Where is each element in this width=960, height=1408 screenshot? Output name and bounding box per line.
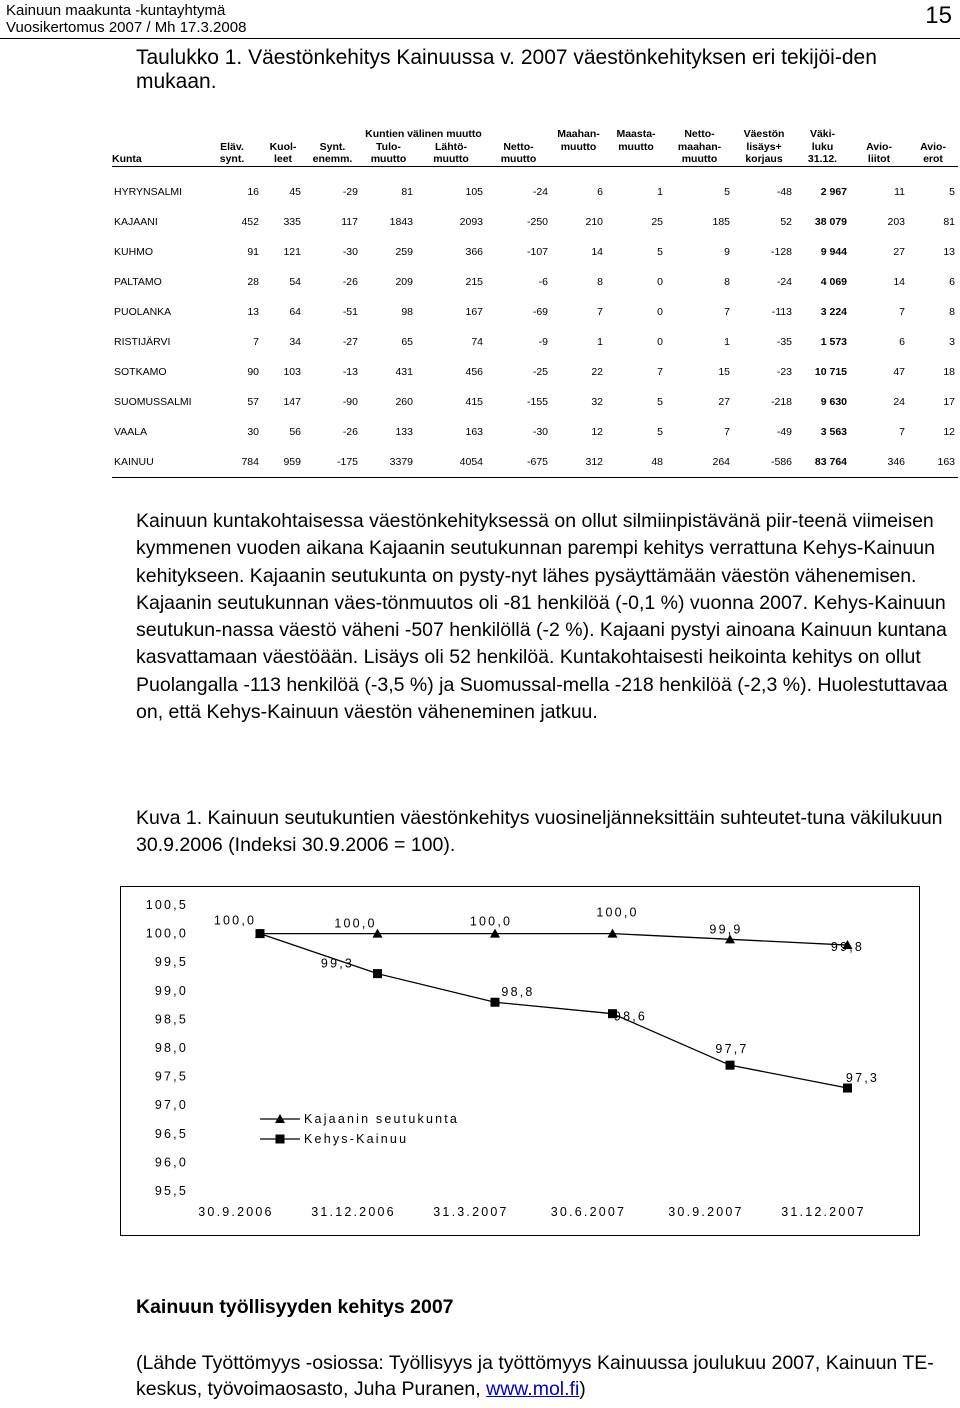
section-title: Kainuun työllisyyden kehitys 2007 <box>136 1296 454 1318</box>
source-note <box>136 1350 948 1402</box>
table-cell: 185 <box>712 215 731 228</box>
table-cell: 0 <box>657 275 664 288</box>
table-cell: 12 <box>591 425 604 438</box>
data-point-square <box>726 1061 735 1070</box>
table-cell: 7 <box>657 365 664 378</box>
table-cell: 6 <box>899 335 906 348</box>
table-cell: 91 <box>247 245 259 258</box>
y-tick-label: 97,5 <box>154 1069 188 1084</box>
table-cell: 3 224 <box>820 305 848 318</box>
data-label: 100,0 <box>334 916 377 931</box>
col-head: Avio- <box>866 140 892 153</box>
table-cell: 22 <box>591 365 604 378</box>
table-cell: 209 <box>395 275 413 288</box>
table-cell: -128 <box>771 245 793 258</box>
table-cell: 8 <box>597 275 604 288</box>
table-cell: 54 <box>289 275 301 288</box>
table-cell: 7 <box>899 425 906 438</box>
table-row <box>112 357 958 387</box>
table-cell: 24 <box>893 395 906 408</box>
table-cell: 3 563 <box>820 425 848 438</box>
col-head: luku <box>811 140 834 153</box>
table-cell: 16 <box>247 185 259 198</box>
data-label: 100,0 <box>213 913 257 928</box>
table-cell: 9 <box>724 245 731 258</box>
table-cell: -90 <box>342 395 358 408</box>
data-label: 100,0 <box>469 914 513 929</box>
col-head: muutto <box>416 153 486 166</box>
x-tick-label: 31.3.2007 <box>433 1205 509 1219</box>
table-cell: 52 <box>780 215 793 228</box>
data-label: 97,7 <box>715 1042 749 1057</box>
y-tick-label: 99,0 <box>154 983 188 998</box>
table-cell: 38 079 <box>814 215 848 228</box>
group-header: Kuntien välinen muutto <box>365 128 482 140</box>
table-cell: 74 <box>471 335 484 348</box>
table-cell: -24 <box>776 275 793 288</box>
municipality-name: VAALA <box>114 425 148 438</box>
table-row <box>112 327 958 357</box>
table-cell: -23 <box>776 365 793 378</box>
table-row <box>112 447 958 478</box>
table-row <box>112 417 958 447</box>
table-cell: 90 <box>247 365 259 378</box>
x-tick-label: 30.9.2006 <box>198 1205 274 1219</box>
table-cell: -49 <box>776 425 793 438</box>
table-cell: 7 <box>597 305 604 318</box>
col-head: muutto <box>666 153 733 166</box>
source-end: ) <box>579 1378 586 1400</box>
table-cell: 9 944 <box>820 245 848 258</box>
population-table <box>112 128 958 478</box>
table-cell: 12 <box>943 425 956 438</box>
municipality-name: SUOMUSSALMI <box>114 395 192 408</box>
data-label: 97,3 <box>845 1071 880 1086</box>
col-head: maahan- <box>677 140 722 153</box>
col-head: muutto <box>361 153 416 166</box>
col-head: Väestön <box>743 128 785 140</box>
table-cell: 56 <box>289 425 301 438</box>
table-cell: 98 <box>401 305 413 318</box>
header-report-title: Vuosikertomus 2007 / Mh 17.3.2008 <box>6 19 247 36</box>
table-cell: 1843 <box>389 215 413 228</box>
table-cell: -30 <box>532 425 549 438</box>
table-row <box>112 177 958 207</box>
table-cell: 15 <box>718 365 731 378</box>
table-cell: 25 <box>651 215 664 228</box>
table-cell: 6 <box>949 275 956 288</box>
municipality-name: KAINUU <box>112 447 202 478</box>
table-cell: -51 <box>342 305 358 318</box>
municipality-name: RISTIJÄRVI <box>114 335 171 348</box>
table-cell: 103 <box>283 365 301 378</box>
table-cell: 264 <box>666 447 733 478</box>
table-row <box>112 237 958 267</box>
table-cell: 45 <box>289 185 301 198</box>
data-label: 99,8 <box>830 940 865 955</box>
municipality-name: KAJAANI <box>114 215 158 228</box>
table-cell: 335 <box>283 215 301 228</box>
table-cell: 11 <box>894 185 906 198</box>
col-head: leet <box>262 153 304 166</box>
table-cell: -29 <box>342 185 358 198</box>
header-organization: Kainuun maakunta -kuntayhtymä <box>6 2 226 19</box>
table-head-row <box>112 128 958 141</box>
table-cell: -6 <box>538 275 549 288</box>
table-cell: 27 <box>893 245 906 258</box>
table-cell: 452 <box>241 215 259 228</box>
table-cell: 5 <box>949 185 956 198</box>
table-cell: -26 <box>342 425 358 438</box>
col-head-kunta: Kunta <box>112 153 202 166</box>
table-cell: 346 <box>850 447 908 478</box>
table-cell: -24 <box>532 185 549 198</box>
col-head: 31.12. <box>795 153 850 166</box>
chart-border <box>121 887 920 1236</box>
source-link[interactable]: www.mol.fi <box>486 1378 580 1400</box>
body-paragraph: Kainuun kuntakohtaisessa väestönkehityksessä on ollut silmiinpistävänä piir-teenä viimeisen kymmenen vuoden aikana Kajaanin seutukunnan parempi kehitys verrattuna Kehys-Kainuun kehitykseen. Kajaanin seutukunta on pysty-nyt lähes pysäyttämään väestön vähenemisen. Kajaanin seutukunnan väes-tönmuutos oli -81 henkilöä (-0,1 %) vuonna 2007. Kehys-Kainuun seutukun-nassa väestö väheni -507 henkilöllä (-2 %). Kajaani pystyi ainoana Kainuun kuntana kasvattamaan väestöään. Lisäys oli 52 henkilöä. Kuntakohtaisesti heikointa kehitys on ollut Puolangalla -113 henkilöä (-3,5 %) ja Suomussal-mella -218 henkilöä (-2,3 %). Huolestuttavaa on, että Kehys-Kainuun väestön väheneminen jatkuu. <box>136 510 948 724</box>
table-cell: 312 <box>551 447 606 478</box>
table-cell: 30 <box>247 425 259 438</box>
page-number: 15 <box>925 2 952 29</box>
table-cell: 5 <box>724 185 731 198</box>
col-head: Avio- <box>920 140 946 153</box>
table-cell: -9 <box>538 335 549 348</box>
table-cell: -35 <box>776 335 793 348</box>
table-cell: 203 <box>887 215 906 228</box>
table-cell: 117 <box>341 215 358 228</box>
table-cell: -30 <box>342 245 358 258</box>
table-cell: 0 <box>657 335 664 348</box>
table-cell: 259 <box>395 245 413 258</box>
population-index-chart <box>120 886 920 1236</box>
table-cell: 7 <box>724 425 731 438</box>
data-label: 100,0 <box>596 905 639 920</box>
table-cell: 366 <box>465 245 484 258</box>
table-cell: 14 <box>893 275 906 288</box>
table-cell: 959 <box>262 447 304 478</box>
table-cell: 210 <box>585 215 604 228</box>
table-cell: 0 <box>657 305 664 318</box>
data-label: 99,3 <box>320 956 355 971</box>
table-cell: 7 <box>724 305 731 318</box>
table-cell: 14 <box>591 245 604 258</box>
table-cell: 260 <box>395 395 413 408</box>
y-tick-label: 100,0 <box>145 926 188 941</box>
table-cell: -250 <box>527 215 549 228</box>
table-cell: 4054 <box>416 447 486 478</box>
municipality-name: KUHMO <box>114 245 154 258</box>
y-tick-label: 100,5 <box>145 898 188 912</box>
table-cell: 3379 <box>361 447 416 478</box>
table-cell: 3 <box>949 335 956 348</box>
table-row <box>112 387 958 417</box>
col-head: Tulo- <box>376 140 401 153</box>
table-cell: -155 <box>527 395 549 408</box>
table-cell: 1 573 <box>820 335 848 348</box>
table-cell: 784 <box>202 447 262 478</box>
y-tick-label: 96,0 <box>154 1155 188 1170</box>
data-point-square <box>256 929 265 938</box>
table-cell: 28 <box>247 275 259 288</box>
table-cell: 81 <box>943 215 956 228</box>
col-head: Väki- <box>809 128 836 140</box>
y-tick-label: 95,5 <box>154 1184 188 1198</box>
table-cell: 8 <box>949 305 956 318</box>
table-cell: 2093 <box>459 215 484 228</box>
table-cell: 2 967 <box>820 185 848 198</box>
table-cell: 105 <box>465 185 484 198</box>
col-head: Netto- <box>684 128 715 140</box>
x-tick-label: 31.12.2006 <box>311 1205 396 1219</box>
source-text: (Lähde Työttömyys -osiossa: Työllisyys ja työttömyys Kainuussa joulukuu 2007, Kainuun TE-keskus, työvoimaosasto, Juha Puranen, <box>136 1352 934 1400</box>
col-head: Netto- <box>503 140 534 153</box>
col-head: enemm. <box>304 153 361 166</box>
municipality-name: SOTKAMO <box>114 365 167 378</box>
table-cell: 456 <box>465 365 484 378</box>
table-cell: 215 <box>465 275 484 288</box>
series-line-1 <box>260 934 848 945</box>
table-cell: 121 <box>283 245 301 258</box>
y-tick-label: 99,5 <box>154 955 188 970</box>
table-cell: 1 <box>597 335 604 348</box>
col-head: Kuol- <box>269 140 297 153</box>
x-tick-label: 30.6.2007 <box>550 1205 627 1219</box>
table-cell: 6 <box>597 185 604 198</box>
table-head-row <box>112 153 958 166</box>
table-cell: 32 <box>591 395 604 408</box>
x-tick-label: 31.12.2007 <box>781 1205 866 1219</box>
col-head: liitot <box>850 153 908 166</box>
col-head: Eläv. <box>220 140 244 153</box>
data-label: 98,6 <box>613 1009 648 1024</box>
table-cell: 9 630 <box>820 395 848 408</box>
table-cell: -113 <box>771 305 793 318</box>
table-row <box>112 207 958 237</box>
col-head: synt. <box>202 153 262 166</box>
table-cell: 13 <box>247 305 259 318</box>
table-cell: 48 <box>606 447 666 478</box>
col-head: Lähtö- <box>434 140 468 153</box>
municipality-name: HYRYNSALMI <box>114 185 183 198</box>
table-cell: 147 <box>283 395 301 408</box>
table-cell: 7 <box>253 335 259 348</box>
table-cell: 4 069 <box>820 275 848 288</box>
table-cell: 167 <box>465 305 484 318</box>
table-cell: -26 <box>342 275 358 288</box>
col-head: Maahan- <box>557 128 600 140</box>
col-head: korjaus <box>733 153 795 166</box>
legend-marker-square <box>276 1135 285 1144</box>
col-head: Maasta- <box>616 128 656 140</box>
col-head: Synt. <box>319 140 346 153</box>
running-header <box>6 2 246 36</box>
table-cell: 5 <box>657 425 664 438</box>
table-cell: 5 <box>657 395 664 408</box>
table-caption: Taulukko 1. Väestönkehitys Kainuussa v. 2007 väestönkehityksen eri tekijöi-den mukaan. <box>136 46 877 93</box>
table-cell: -107 <box>527 245 549 258</box>
table-cell: 8 <box>724 275 731 288</box>
y-tick-label: 96,5 <box>154 1126 188 1141</box>
municipality-name: PUOLANKA <box>114 305 172 318</box>
table-cell: 64 <box>289 305 301 318</box>
table-cell: 1 <box>724 335 731 348</box>
data-point-square <box>373 969 382 978</box>
x-tick-label: 30.9.2007 <box>668 1205 744 1219</box>
table-cell: 81 <box>401 185 413 198</box>
table-cell: 34 <box>289 335 301 348</box>
table-cell: 133 <box>395 425 413 438</box>
table-cell: 65 <box>401 335 413 348</box>
table-cell: 10 715 <box>814 365 848 378</box>
table-cell: 163 <box>908 447 958 478</box>
header-rule <box>0 38 960 39</box>
table-cell: 57 <box>247 395 259 408</box>
col-head: muutto <box>486 153 551 166</box>
table-body <box>112 177 958 478</box>
legend-label: Kehys-Kainuu <box>304 1132 409 1146</box>
table-cell: -586 <box>733 447 795 478</box>
col-head: lisäys+ <box>746 140 782 153</box>
table-head-row <box>112 141 958 154</box>
table-cell: 431 <box>395 365 413 378</box>
table-cell: -25 <box>532 365 549 378</box>
table-cell: 17 <box>943 395 956 408</box>
col-head: muutto <box>618 140 654 153</box>
table-cell: -175 <box>304 447 361 478</box>
table-cell: -13 <box>342 365 358 378</box>
table-cell: -48 <box>776 185 793 198</box>
table-row <box>112 297 958 327</box>
table-cell: -218 <box>771 395 793 408</box>
table-cell: 83 764 <box>795 447 850 478</box>
table-cell: 7 <box>899 305 906 318</box>
y-tick-label: 97,0 <box>154 1098 188 1113</box>
table-cell: 5 <box>657 245 664 258</box>
table-cell: 27 <box>718 395 731 408</box>
col-head: muutto <box>560 140 597 153</box>
table-cell: 18 <box>943 365 956 378</box>
data-label: 99,9 <box>709 922 743 937</box>
data-point-square <box>491 998 500 1007</box>
table-cell: 1 <box>657 185 664 198</box>
table-cell: 47 <box>893 365 906 378</box>
legend-label: Kajaanin seutukunta <box>304 1112 460 1126</box>
municipality-name: PALTAMO <box>114 275 162 288</box>
table-cell: -69 <box>532 305 549 318</box>
y-tick-label: 98,0 <box>154 1041 188 1055</box>
table-cell: -675 <box>486 447 551 478</box>
data-label: 98,8 <box>501 985 535 1000</box>
y-tick-label: 98,5 <box>154 1012 188 1027</box>
table-row <box>112 267 958 297</box>
col-head: erot <box>908 153 958 166</box>
figure-caption: Kuva 1. Kainuun seutukuntien väestönkehitys vuosineljänneksittäin suhteutet-tuna väkilukuun 30.9.2006 (Indeksi 30.9.2006 = 100). <box>136 807 943 857</box>
table-cell: 13 <box>943 245 956 258</box>
table-cell: 163 <box>465 425 484 438</box>
table-cell: 415 <box>465 395 484 408</box>
table-cell: -27 <box>342 335 358 348</box>
